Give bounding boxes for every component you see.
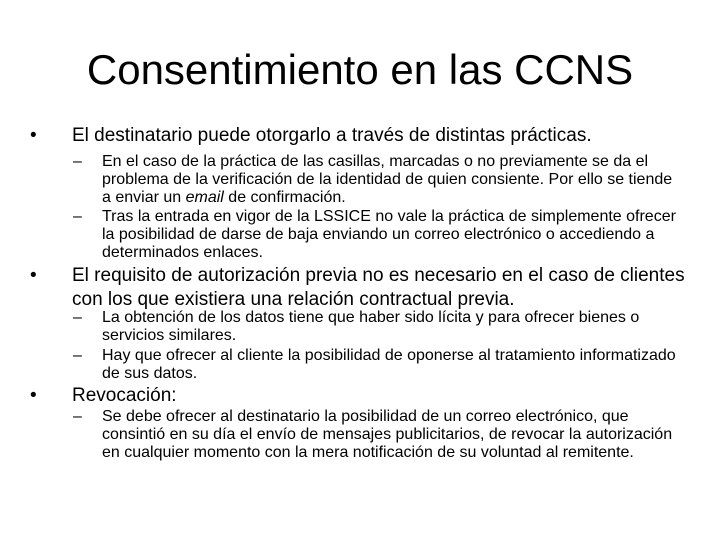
bullet-marker: • — [30, 265, 37, 286]
sub-bullet-marker: – — [73, 309, 82, 326]
sub-bullet-text-emphasis: email — [185, 189, 224, 206]
sub-bullet-marker: – — [73, 347, 82, 364]
sub-bullet-text — [102, 153, 684, 207]
sub-bullet-marker: – — [73, 153, 82, 170]
bullet-marker: • — [30, 385, 37, 406]
slide-title: Consentimiento en las CCNS — [86, 46, 634, 93]
sub-bullet-text: Tras la entrada en vigor de la LSSICE no vale la práctica de simplemente ofrecer la posibilidad de darse de baja enviando un correo electrónico o accediendo a determinados enlaces. — [102, 208, 676, 261]
sub-bullet-marker: – — [73, 208, 82, 225]
bullet-text: El requisito de autorización previa no es necesario en el caso de clientes con los que existiera una relación contractual previa. — [72, 265, 685, 310]
sub-bullet-text-part: En el caso de la práctica de las casillas, marcadas o no previamente se da el problema de la verificación de la identidad de quien consiente. Por ello se tiende a enviar un — [102, 153, 673, 206]
sub-bullet-text: La obtención de los datos tiene que haber sido lícita y para ofrecer bienes o servicios similares. — [102, 309, 640, 344]
bullet-text: Revocación: — [72, 385, 177, 406]
sub-bullet-text: Hay que ofrecer al cliente la posibilidad de oponerse al tratamiento informatizado de sus datos. — [102, 347, 676, 382]
bullet-text: El destinatario puede otorgarlo a través de distintas prácticas. — [72, 125, 592, 146]
sub-bullet-text-part: de confirmación. — [223, 189, 346, 206]
sub-bullet-marker: – — [73, 408, 82, 425]
bullet-marker: • — [30, 125, 37, 146]
sub-bullet-text: Se debe ofrecer al destinatario la posibilidad de un correo electrónico, que consintió en su día el envío de mensajes publicitarios, de revocar la autorización en cualquier momento con la mera notificación de su voluntad al remitente. — [102, 408, 673, 461]
